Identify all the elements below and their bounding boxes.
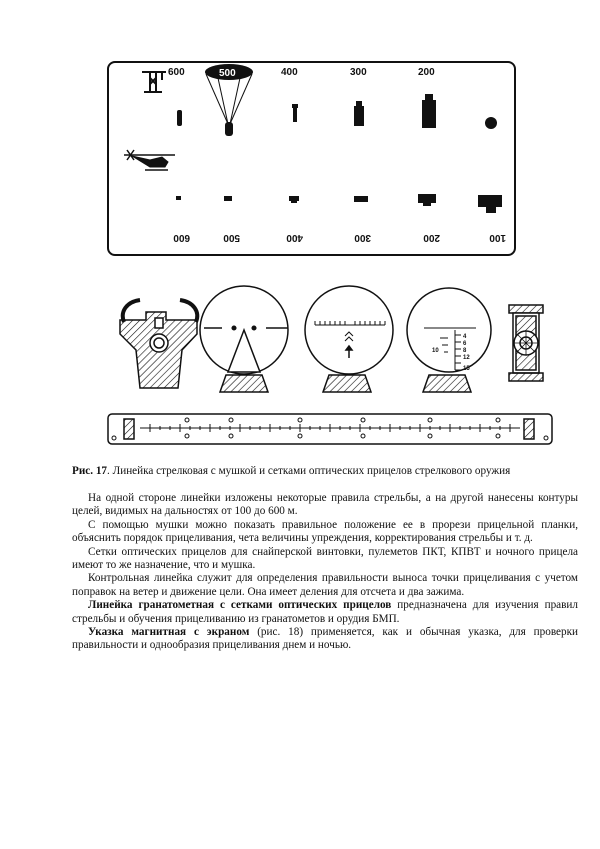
top-distance-500: 500 [219,68,236,79]
scope-3-mark-4: 4 [463,334,467,340]
target-figure-600 [177,110,182,126]
top-distance-400: 400 [281,67,298,78]
scope-reticle-1 [200,286,288,392]
ruler-clamp-left [124,419,134,439]
vehicle-500 [224,196,232,201]
paragraph-1: На одной стороне линейки изложены некоторые правила стрельбы, а на другой нанесены контуры целей, видимых на дальностях от 100 до 600 м. [72,492,578,518]
vehicle-600 [176,196,181,200]
vehicle-400 [289,196,299,203]
target-figure-200 [422,94,436,128]
bottom-distance-300: 300 [354,232,371,243]
bottom-distance-200: 200 [423,232,440,243]
rotary-scope-model [509,305,543,381]
paragraph-4: Контрольная линейка служит для определения правильности выноса точки прицеливания с учетом поправок на ветер и движение цели. Она имеет деления для отсчета и два зажима. [72,572,578,598]
figure-caption [72,464,572,478]
targets-panel [108,62,515,255]
scope-reticle-2 [305,286,393,392]
top-distance-200: 200 [418,67,435,78]
target-figure-300 [354,101,364,126]
paragraph-6: Указка магнитная с экраном (рис. 18) применяется, как и обычная указка, для проверки правильности и однообразия прицеливания днем и ночью. [72,626,579,652]
vehicle-200 [418,194,436,206]
ruler-clamp-right [524,419,534,439]
scope-reticle-3 [407,288,491,392]
scope-3-mark-12: 12 [463,355,470,361]
scope-3-mark-8: 8 [463,348,467,354]
control-ruler [108,414,552,444]
term-magnetic-pointer: Указка магнитная с экраном [88,626,250,639]
scope-3-mark-10: 10 [432,348,439,354]
target-figure-400 [292,104,298,122]
target-figure-100 [485,117,497,129]
body-text [72,492,578,653]
paragraph-5: Линейка гранатометная с сетками оптических прицелов предназначена для изучения правил стрельбы и обучения прицеливанию из гранатометов и орудия БМП. [72,599,578,625]
bottom-distance-500: 500 [223,232,240,243]
helicopter-icon [124,150,175,170]
top-distance-300: 300 [350,67,367,78]
term-grenade-ruler: Линейка гранатометная с сетками оптических прицелов [88,599,392,612]
top-distance-600: 600 [168,67,185,78]
crane-icon [142,72,166,92]
panel-frame [108,62,515,255]
scope-3-mark-6: 6 [463,341,467,347]
bottom-distance-100: 100 [489,232,506,243]
front-sight-model [120,300,197,388]
scope-3-mark-15: 15 [463,366,470,372]
vehicle-100 [478,195,502,213]
parachute-icon [206,74,252,124]
paragraph-2: С помощью мушки можно показать правильное положение ее в прорези прицельной планки, объяснить порядок прицеливания, чета величины упреждения, корректирования стрельбы и т. д. [72,518,578,545]
figure-label: Рис. 17 [72,465,108,477]
bottom-distance-600: 600 [173,232,190,243]
figure-caption-text: . Линейка стрелковая с мушкой и сетками оптических прицелов стрелкового оружия [107,465,511,477]
paragraph-3: Сетки оптических прицелов для снайперской винтовки, пулеметов ПКТ, КПВТ и ночного прицела имеют то же назначение, что и мушка. [72,545,578,572]
bottom-distance-400: 400 [286,232,303,243]
vehicle-300 [354,196,368,202]
